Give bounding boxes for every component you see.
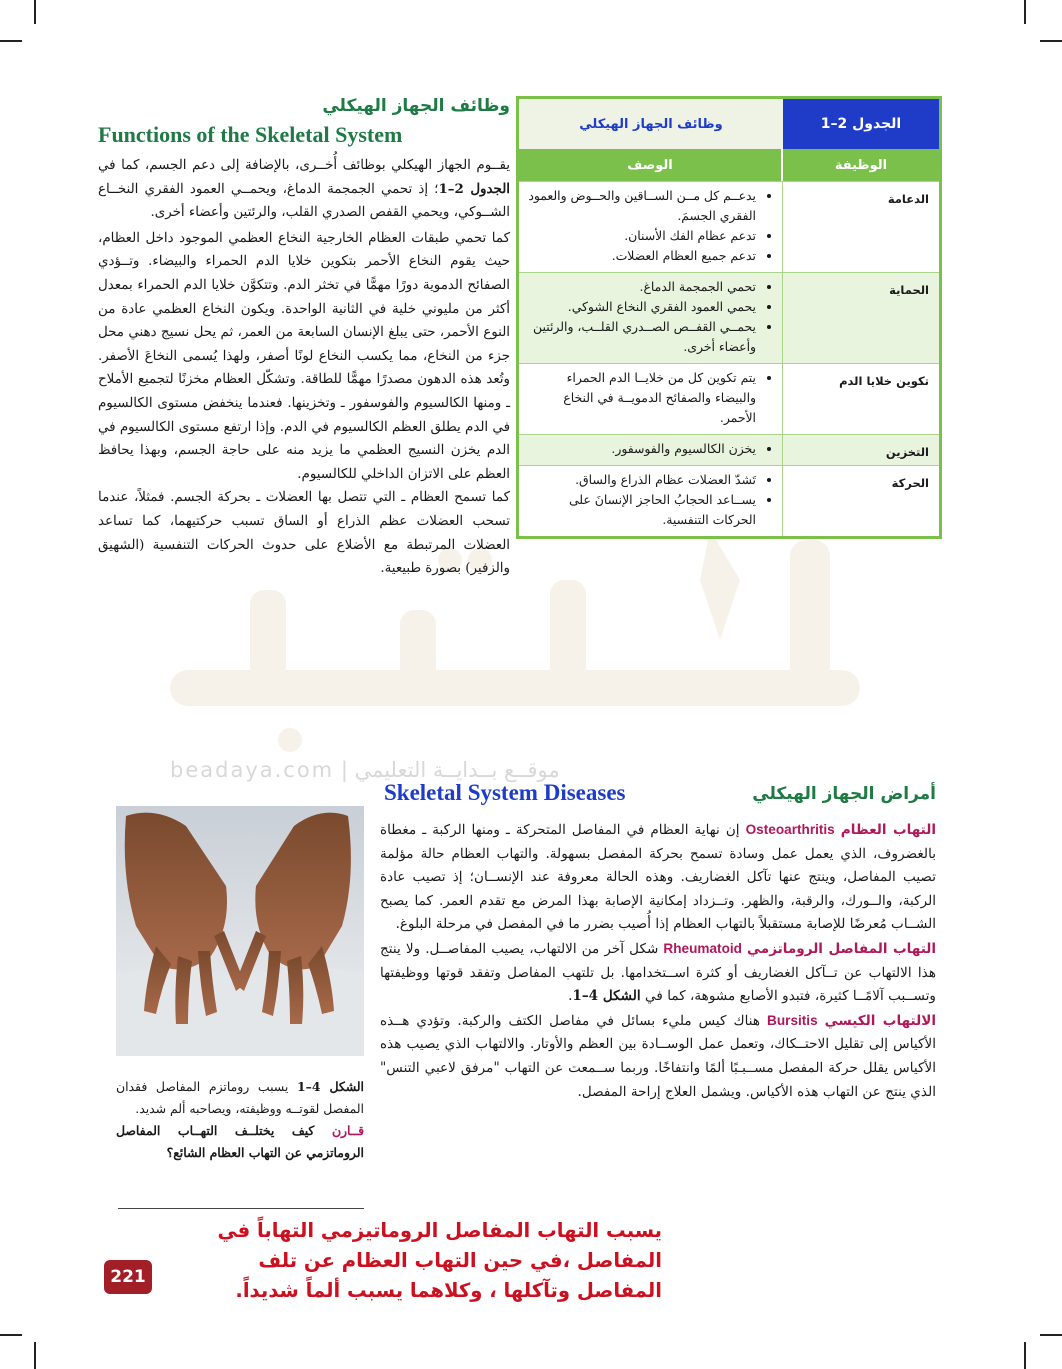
table-caption: الجدول 2–1 bbox=[783, 99, 939, 149]
figure-caption-text bbox=[116, 1076, 364, 1120]
table-cell-function: الحركة bbox=[891, 476, 929, 490]
table-cell-description bbox=[519, 273, 783, 363]
bursitis-text: هناك كيس مليء بسائل في مفاصل الكتف والركبة. وتؤدي هــذه الأكياس إلى تقليل الاحتــكاك، وتعمل عمل الوســادة بين العظم والأوتار. والالتهاب الذي يصيب هذه الأكياس يقلل حركة المفصل مســبـبًا ألمًا وانتفاخًا. وربما ســمعت عن التهاب "مرفق لاعبي التنس" الذي ينتج عن التهاب هذه الأكياس. ويشمل العلاج إراحة المفصل. bbox=[380, 1012, 936, 1100]
crop-mark bbox=[1040, 1334, 1062, 1336]
table-cell-function: تكوين خلايا الدم bbox=[839, 374, 929, 388]
figure-reference: الشكل 4–1 bbox=[572, 988, 641, 1005]
rheumatoid-text-end: . bbox=[568, 988, 573, 1005]
list-item: • يحمي العمود الفقري النخاع الشوكي. bbox=[527, 297, 756, 317]
paragraph-1-end: ؛ إذ تحمي الجمجمة الدماغ، ويحمــي العمود الفقري النخــاع الشــوكي، ويحمي القفص الصدري القلب، والرئتين وأعضاء أخرى. bbox=[98, 181, 510, 221]
diseases-title-arabic: أمراض الجهاز الهيكلي bbox=[752, 784, 936, 804]
rheumatoid-paragraph bbox=[380, 937, 936, 1009]
list-item: • يخزن الكالسيوم والفوسفور. bbox=[527, 439, 756, 459]
term-bursitis-ar: الالتهاب الكيسي bbox=[824, 1012, 936, 1029]
diseases-title-english: Skeletal System Diseases bbox=[384, 780, 626, 805]
list-item: • يتم تكوين كل من خلايــا الدم الحمراء والبيضاء والصفائح الدمويــة في النخاع الأحمر. bbox=[527, 368, 756, 428]
table-title: وظائف الجهاز الهيكلي bbox=[519, 99, 783, 149]
table-column-headers bbox=[519, 149, 939, 181]
handwritten-answer: يسبب التهاب المفاصل الروماتيزمي التهاباً في المفاصل ،في حين التهاب العظام عن تلف المفاصل وتآكلها ، وكلاهما يسبب ألماً شديداً. bbox=[217, 1219, 662, 1302]
rheumatoid-text: شكل آخر من الالتهاب، يصيب المفاصــل. ولا ينتج هذا الالتهاب عن تــآكل الغضاريف أو كثرة اســتخدامها. بل تلتهب المفاصل وتفقد قوتها ووظيفتها وتســبب آلامًــا كثيرة، فتبدو الأصابع مشوهة، كما في bbox=[380, 940, 936, 1005]
figure-caption bbox=[116, 1076, 364, 1164]
bursitis-paragraph bbox=[380, 1009, 936, 1104]
column-header-function: الوظيفة bbox=[781, 149, 939, 181]
term-bursitis-en: Bursitis bbox=[767, 1012, 818, 1028]
table-cell-function: الدعامة bbox=[887, 192, 929, 206]
table-row bbox=[519, 465, 939, 536]
term-osteoarthritis-en: Osteoarthritis bbox=[745, 822, 835, 837]
paragraph-2: كما تحمي طبقات العظام الخارجية النخاع العظمي الموجود داخل العظام، حيث يقوم النخاع الأحمر بتكوين خلايا الدم الحمراء والبيضاء. وتــؤدي الصفائح الدموية دورًا مهمًّا في تخثر الدم. وتتكوَّن خلايا الدم الحمراء بمعدل أكثر من مليوني خلية في الثانية الواحدة. ويكون النخاع العظمي عادة من النوع الأحمر، حتى يبلغ الإنسان السابعة من العمر، ثم يحل نسيج دهني محل جزء من النخاع، مما يكسب النخاع لونًا أصفر، ولهذا يُسمى النخاعَ الأصفر. وتُعد هذه الدهون مصدرًا مهمًّا للطاقة. وتشكّل العظام مخزنًا لتجميع الأملاح ـ ومنها الكالسيوم والفوسفور ـ وتخزينها. فعندما ينخفض مستوى الكالسيوم في الدم يطلق العظم الكالسيوم في الدم. وإذا ارتفع مستوى الكالسيوم في الدم يخزن النسيج العظمي ما يزيد منه على حاجة الجسم، وبهذا يحافظ العظم على الاتزان الداخلي للكالسيوم. bbox=[98, 230, 510, 482]
crop-mark bbox=[1040, 40, 1062, 42]
figure-label: الشكل 4–1 bbox=[296, 1079, 364, 1094]
functions-table bbox=[516, 96, 942, 539]
table-row bbox=[519, 272, 939, 363]
table-row bbox=[519, 363, 939, 434]
term-rheumatoid-ar: التهاب المفاصل الروماتزمي bbox=[747, 940, 937, 957]
table-cell-function: الحماية bbox=[889, 283, 929, 297]
figure-caption-body: يسبب روماتزم المفاصل فقدان المفصل لقوتــه ووظيفته، ويصاحبه ألم شديد. bbox=[116, 1079, 364, 1116]
list-item: • يحمــي القفــص الصــدري القلــب، والرئتين وأعضاء أخرى. bbox=[527, 317, 756, 357]
table-cell-function: التخزين bbox=[885, 445, 929, 459]
rheumatoid-hands-photo bbox=[116, 806, 364, 1056]
compare-question bbox=[116, 1120, 364, 1164]
section-title-arabic: وظائف الجهاز الهيكلي bbox=[322, 96, 510, 116]
paragraph-1-start: يقــوم الجهاز الهيكلي بوظائف أُخــرى، بالإضافة إلى دعم الجسم، كما في bbox=[98, 158, 510, 173]
watermark-text: موقــع بــدايــة التعليمي | beadaya.com bbox=[170, 758, 560, 782]
caption-divider bbox=[118, 1208, 364, 1209]
functions-section bbox=[98, 96, 510, 581]
section-title-english: Functions of the Skeletal System bbox=[98, 122, 403, 147]
table-cell-description bbox=[519, 466, 783, 536]
list-item: • تحمي الجمجمة الدماغ. bbox=[527, 277, 756, 297]
list-item: • يدعــم كل مــن الســاقين والحــوض والعمود الفقري الجسمَ. bbox=[527, 186, 756, 226]
paragraph-3: كما تسمح العظام ـ التي تتصل بها العضلات ـ بحركة الجسم. فمثلاً، عندما تسحب العضلات عظم الذراع أو الساق تسبب حركتيهما، كما تساعد العضلات المرتبطة مع الأضلاع على حدوث الحركات التنفسية (الشهيق والزفير) بصورة طبيعية. bbox=[98, 490, 510, 577]
crop-mark bbox=[0, 40, 22, 42]
list-item: • تدعم جميع العظام العضلات. bbox=[527, 246, 756, 266]
table-row bbox=[519, 181, 939, 272]
table-reference: الجدول 2–1 bbox=[438, 180, 510, 197]
column-header-description: الوصف bbox=[627, 157, 673, 173]
crop-mark bbox=[0, 1334, 22, 1336]
list-item: • تدعم عظام الفك الأسنان. bbox=[527, 226, 756, 246]
term-rheumatoid-en: Rheumatoid bbox=[663, 940, 742, 956]
term-osteoarthritis-ar: التهاب العظام bbox=[840, 822, 936, 838]
list-item: • يســاعد الحجابُ الحاجز الإنسانَ على الحركات التنفسية. bbox=[527, 490, 756, 530]
compare-text: كيف يختلــف التهــاب المفاصل الروماتزمي عن التهاب العظام الشائع؟ bbox=[116, 1123, 364, 1160]
crop-mark bbox=[34, 1342, 36, 1369]
list-item: • تَشدّ العضلات عظام الذراع والساق. bbox=[527, 470, 756, 490]
page-number: 221 bbox=[104, 1260, 152, 1294]
crop-mark bbox=[1024, 0, 1026, 24]
paragraph-1 bbox=[98, 154, 510, 225]
table-row bbox=[519, 434, 939, 465]
table-cell-description bbox=[519, 182, 783, 272]
crop-mark bbox=[34, 0, 36, 24]
compare-label: قــارن bbox=[331, 1123, 364, 1138]
osteoarthritis-text: إن نهاية العظام في المفاصل المتحركة ـ ومنها الركبة ـ مغطاة بالغضروف، الذي يعمل عمل وسادة تسمح بحركة المفصل بسهولة. والتهاب العظام حالة مؤلمة تصيب المفاصل، وينتج عنها تآكل الغضاريف. وهذه الحالة معروفة عند الإنســان؛ إذ تصيب عادة الركبة، والــورك، والرقبة، والظهر. وتــزداد إمكانية الإصابة بهذا المرض مع تقدم العمر. كما يصبح الشــاب مُعرضًا للإصابة مستقبلاً بالتهاب العظام إذا أُصيب بضرر ما في المفصل في مرحلة البلوغ. bbox=[380, 822, 936, 933]
crop-mark bbox=[1024, 1342, 1026, 1369]
diseases-text bbox=[380, 818, 936, 1104]
table-header bbox=[519, 99, 939, 149]
table-cell-description bbox=[519, 435, 783, 465]
table-cell-description bbox=[519, 364, 783, 434]
osteoarthritis-paragraph bbox=[380, 818, 936, 937]
